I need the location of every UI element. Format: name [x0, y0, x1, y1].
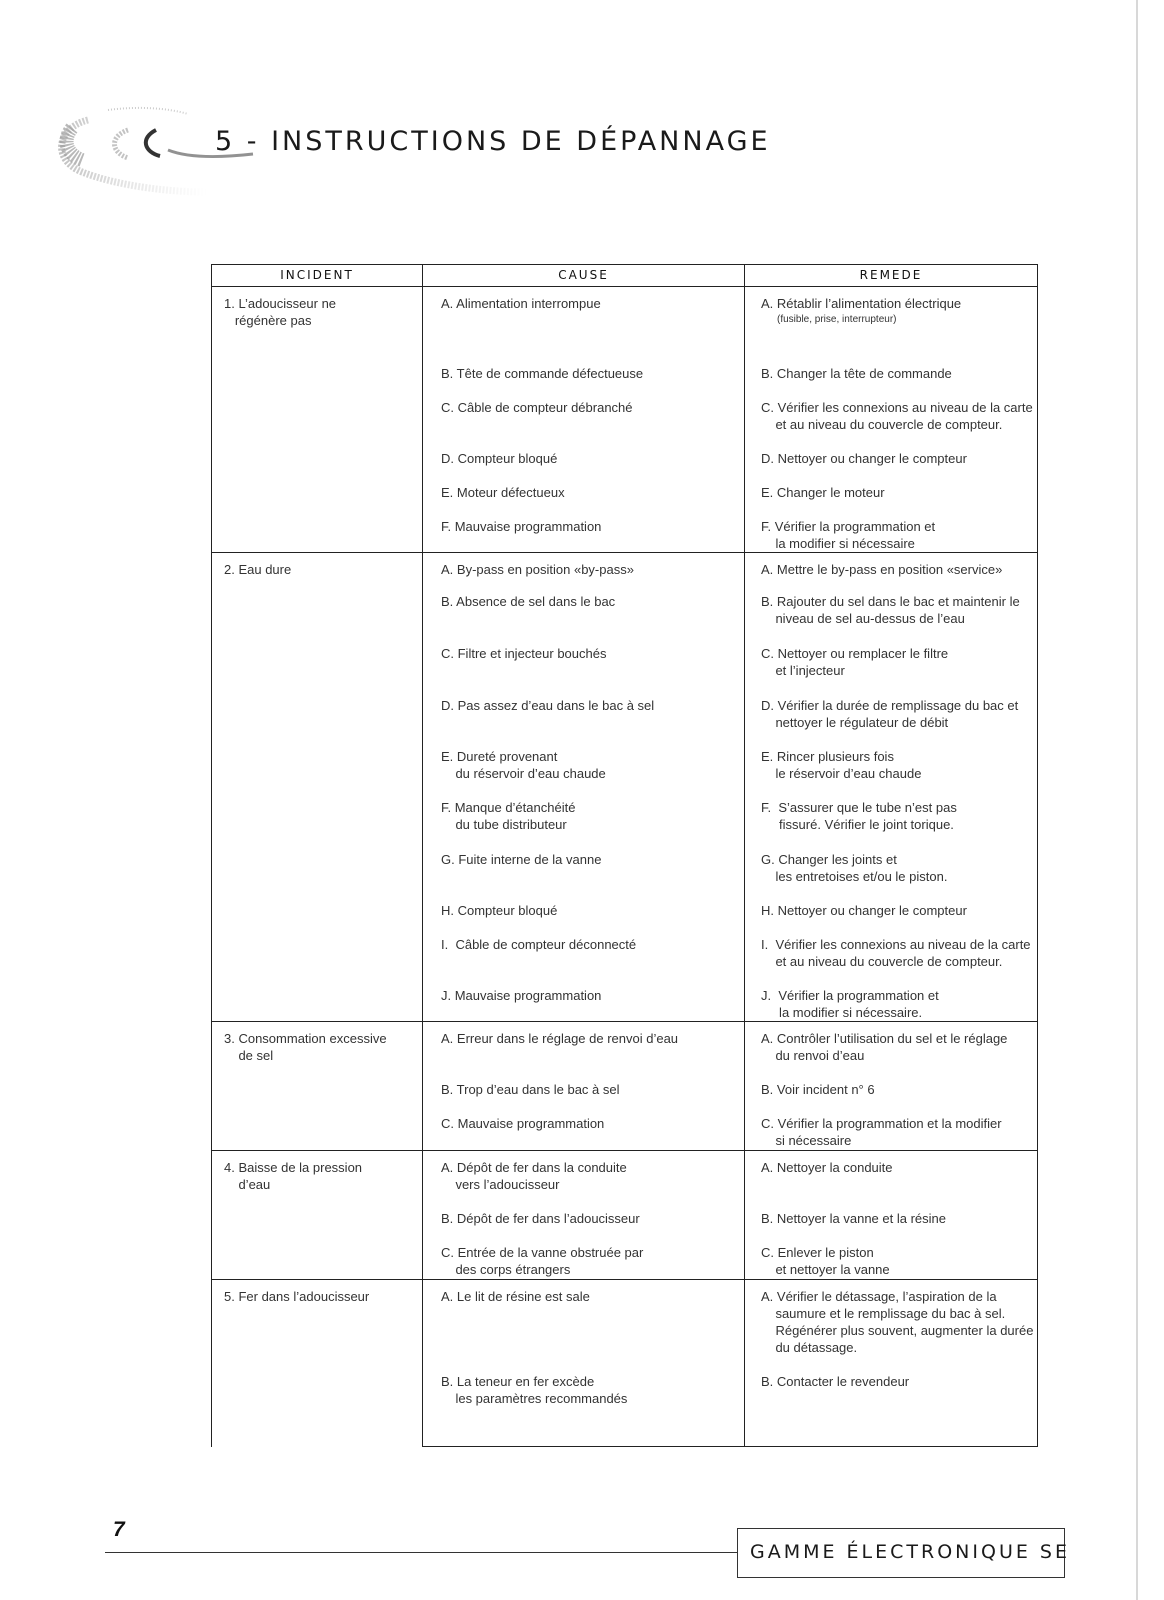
cause-text: A. Erreur dans le réglage de renvoi d’eau — [441, 1031, 679, 1046]
page-number: 7 — [113, 1518, 125, 1541]
cause-text: F. Manque d’étanchéité — [441, 800, 576, 815]
cause-cell — [423, 287, 745, 357]
cause-cell — [423, 928, 745, 979]
cause-cell — [423, 585, 745, 637]
troubleshooting-table — [211, 264, 1038, 1447]
incident-cell — [212, 1151, 423, 1280]
cause-cell — [423, 1151, 745, 1202]
footer-brand-box — [737, 1528, 1070, 1578]
remedy-cell — [745, 894, 1038, 928]
cause-cell — [423, 357, 745, 391]
remedy-text: la modifier si nécessaire — [761, 535, 915, 551]
remedy-cell — [745, 791, 1038, 843]
remedy-cell — [745, 1236, 1038, 1280]
cause-cell — [423, 1365, 745, 1447]
cause-text: E. Dureté provenant — [441, 749, 558, 764]
remedy-text: B. Contacter le revendeur — [761, 1373, 910, 1389]
cause-cell — [423, 843, 745, 894]
page-title: 5 - INSTRUCTIONS DE DÉPANNAGE — [215, 126, 771, 157]
remedy-text: A. Contrôler l’utilisation du sel et le réglage — [761, 1031, 1008, 1046]
remedy-text: I. Vérifier les connexions au niveau de la carte — [761, 937, 1031, 952]
remedy-cell — [745, 740, 1038, 791]
cause-text: les paramètres recommandés — [441, 1390, 628, 1406]
incident-cell — [212, 287, 423, 553]
remedy-text: C. Vérifier la programmation et la modifier — [761, 1115, 1002, 1131]
table-row — [212, 552, 1038, 585]
remedy-cell — [745, 585, 1038, 637]
remedy-text: A. Rétablir l’alimentation électrique — [761, 296, 962, 311]
cause-text: E. Moteur défectueux — [441, 484, 565, 500]
cause-text: B. La teneur en fer excède — [441, 1373, 595, 1389]
cause-text: C. Mauvaise programmation — [441, 1115, 605, 1131]
remedy-note: (fusible, prise, interrupteur) — [777, 314, 897, 325]
cause-text: C. Filtre et injecteur bouchés — [441, 646, 607, 661]
remedy-text: et l’injecteur — [761, 663, 845, 678]
remedy-cell — [745, 1280, 1038, 1365]
remedy-text: F. S’assurer que le tube n’est pas — [761, 800, 957, 815]
cause-text: H. Compteur bloqué — [441, 903, 558, 918]
remedy-text: G. Changer les joints et — [761, 852, 897, 867]
remedy-text: E. Rincer plusieurs fois — [761, 749, 894, 764]
cause-text: I. Câble de compteur déconnecté — [441, 937, 637, 952]
remedy-text: H. Nettoyer ou changer le compteur — [761, 903, 967, 918]
remedy-cell — [745, 287, 1038, 357]
cause-cell — [423, 1107, 745, 1151]
remedy-text: et au niveau du couvercle de compteur. — [761, 954, 1003, 969]
cause-text: des corps étrangers — [441, 1261, 571, 1277]
remedy-cell — [745, 637, 1038, 689]
cause-cell — [423, 1236, 745, 1280]
cause-text: du réservoir d’eau chaude — [441, 766, 606, 781]
cause-text: B. Tête de commande défectueuse — [441, 365, 644, 381]
cause-cell — [423, 791, 745, 843]
remedy-cell — [745, 510, 1038, 553]
remedy-cell — [745, 391, 1038, 442]
incident-text: 4. Baisse de la pression — [224, 1160, 363, 1175]
cause-cell — [423, 894, 745, 928]
table-row — [212, 287, 1038, 357]
cause-text: A. Le lit de résine est sale — [441, 1289, 590, 1304]
table-row — [212, 1151, 1038, 1202]
table-row — [212, 1022, 1038, 1073]
incident-text: 3. Consommation excessive — [224, 1031, 387, 1046]
incident-text: régénère pas — [224, 313, 312, 328]
remedy-text: C. Nettoyer ou remplacer le filtre — [761, 646, 949, 661]
remedy-text: D. Nettoyer ou changer le compteur — [761, 450, 967, 466]
column-header-cause: CAUSE — [423, 265, 745, 287]
remedy-text: D. Vérifier la durée de remplissage du bac et — [761, 698, 1019, 713]
remedy-text: et nettoyer la vanne — [761, 1261, 890, 1277]
cause-text: D. Pas assez d’eau dans le bac à sel — [441, 698, 655, 713]
remedy-cell — [745, 689, 1038, 740]
remedy-cell — [745, 843, 1038, 894]
remedy-text: B. Changer la tête de commande — [761, 365, 952, 381]
incident-text: 1. L’adoucisseur ne — [224, 296, 337, 311]
remedy-text: A. Nettoyer la conduite — [761, 1160, 893, 1175]
remedy-text: B. Nettoyer la vanne et la résine — [761, 1210, 946, 1226]
cause-text: du tube distributeur — [441, 817, 567, 832]
incident-text: 5. Fer dans l’adoucisseur — [224, 1289, 370, 1304]
remedy-cell — [745, 357, 1038, 391]
column-header-remedy: REMEDE — [745, 265, 1038, 287]
cause-text: G. Fuite interne de la vanne — [441, 852, 602, 867]
remedy-text: B. Voir incident n° 6 — [761, 1081, 875, 1097]
cause-text: B. Dépôt de fer dans l’adoucisseur — [441, 1210, 640, 1226]
remedy-text: la modifier si nécessaire. — [761, 1005, 923, 1020]
cause-cell — [423, 1022, 745, 1073]
remedy-text: J. Vérifier la programmation et — [761, 988, 939, 1003]
remedy-text: A. Mettre le by-pass en position «service» — [761, 561, 1003, 577]
cause-text: B. Trop d’eau dans le bac à sel — [441, 1081, 620, 1097]
remedy-text: B. Rajouter du sel dans le bac et maintenir le — [761, 594, 1020, 609]
remedy-cell — [745, 1151, 1038, 1202]
remedy-text: le réservoir d’eau chaude — [761, 766, 922, 781]
cause-text: A. Alimentation interrompue — [441, 296, 601, 311]
cause-text: A. Dépôt de fer dans la conduite — [441, 1160, 627, 1175]
cause-cell — [423, 391, 745, 442]
remedy-cell — [745, 979, 1038, 1022]
remedy-text: nettoyer le régulateur de débit — [761, 715, 949, 730]
cause-text: D. Compteur bloqué — [441, 450, 558, 466]
remedy-text: si nécessaire — [761, 1132, 852, 1148]
column-header-incident: INCIDENT — [212, 265, 423, 287]
remedy-text: les entretoises et/ou le piston. — [761, 869, 948, 884]
cause-cell — [423, 637, 745, 689]
cause-text: C. Câble de compteur débranché — [441, 399, 633, 415]
remedy-cell — [745, 1073, 1038, 1107]
remedy-text: Régénérer plus souvent, augmenter la durée — [761, 1323, 1034, 1338]
cause-text: J. Mauvaise programmation — [441, 988, 602, 1003]
cause-cell — [423, 740, 745, 791]
remedy-cell — [745, 1107, 1038, 1151]
remedy-text: du renvoi d’eau — [761, 1048, 865, 1063]
incident-cell — [212, 552, 423, 1022]
cause-cell — [423, 979, 745, 1022]
footer-rule — [105, 1552, 737, 1553]
cause-cell — [423, 689, 745, 740]
remedy-text: A. Vérifier le détassage, l’aspiration de la — [761, 1289, 997, 1304]
cause-text: A. By-pass en position «by-pass» — [441, 561, 634, 577]
page-edge — [1136, 0, 1138, 1600]
remedy-text: C. Vérifier les connexions au niveau de la carte — [761, 399, 1033, 415]
incident-text: de sel — [224, 1048, 274, 1063]
remedy-text: E. Changer le moteur — [761, 484, 885, 500]
remedy-cell — [745, 476, 1038, 510]
remedy-cell — [745, 1365, 1038, 1447]
cause-text: F. Mauvaise programmation — [441, 518, 602, 534]
remedy-cell — [745, 552, 1038, 585]
remedy-cell — [745, 1022, 1038, 1073]
incident-cell — [212, 1022, 423, 1151]
remedy-cell — [745, 928, 1038, 979]
remedy-text: du détassage. — [761, 1340, 858, 1355]
cause-text: vers l’adoucisseur — [441, 1177, 560, 1192]
table-body — [212, 287, 1038, 1447]
incident-text: 2. Eau dure — [224, 561, 292, 577]
remedy-text: C. Enlever le piston — [761, 1244, 874, 1260]
cause-cell — [423, 1280, 745, 1365]
table-row — [212, 1280, 1038, 1365]
remedy-text: saumure et le remplissage du bac à sel. — [761, 1306, 1006, 1321]
incident-text: d’eau — [224, 1177, 271, 1192]
table-header-row — [212, 265, 1038, 287]
cause-cell — [423, 476, 745, 510]
cause-cell — [423, 1073, 745, 1107]
remedy-text: fissuré. Vérifier le joint torique. — [761, 817, 954, 832]
remedy-cell — [745, 442, 1038, 476]
incident-cell — [212, 1280, 423, 1447]
remedy-text: F. Vérifier la programmation et — [761, 518, 936, 534]
cause-cell — [423, 1202, 745, 1236]
cause-cell — [423, 442, 745, 476]
cause-cell — [423, 510, 745, 553]
footer-brand-title: GAMME ÉLECTRONIQUE SE — [750, 1541, 1070, 1563]
remedy-text: niveau de sel au-dessus de l’eau — [761, 611, 965, 626]
remedy-cell — [745, 1202, 1038, 1236]
remedy-text: et au niveau du couvercle de compteur. — [761, 416, 1003, 432]
cause-text: B. Absence de sel dans le bac — [441, 594, 616, 609]
cause-cell — [423, 552, 745, 585]
cause-text: C. Entrée de la vanne obstruée par — [441, 1244, 644, 1260]
